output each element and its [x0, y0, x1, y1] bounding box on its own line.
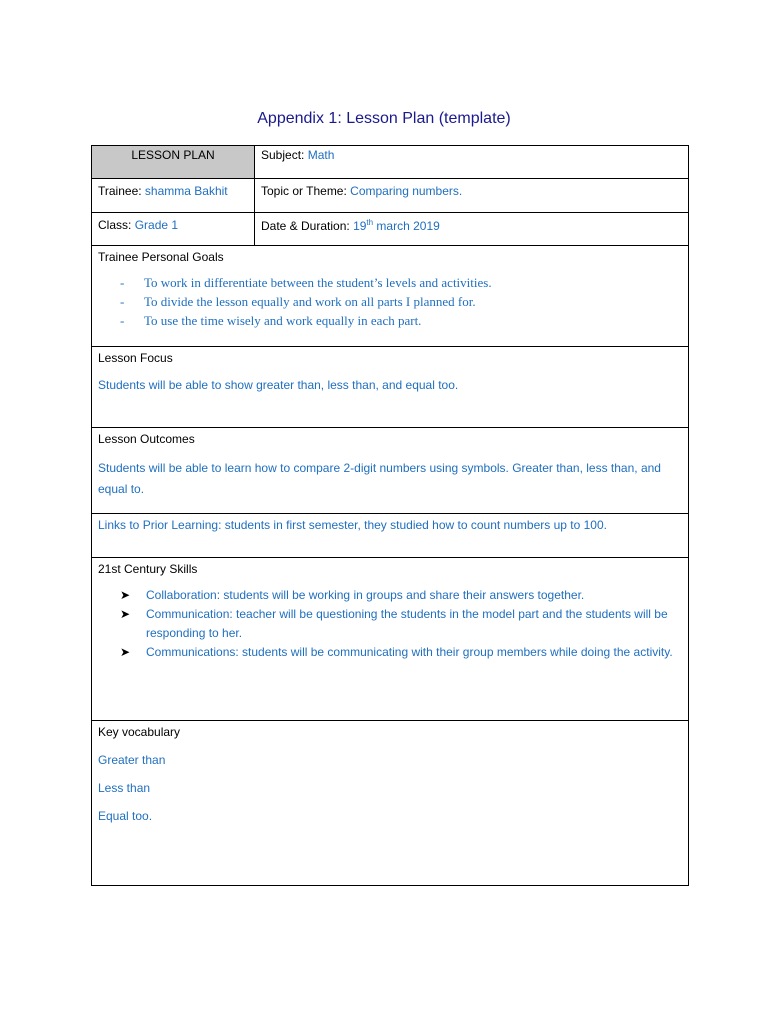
table-row [92, 179, 688, 213]
list-item: - To divide the lesson equally and work on all parts I planned for. [120, 294, 476, 309]
prior-learning-text: Links to Prior Learning: students in first semester, they studied how to count numbers up to 100. [98, 518, 607, 532]
topic-cell [255, 179, 688, 212]
goals-heading: Trainee Personal Goals [98, 250, 224, 264]
subject-label: Subject: [261, 148, 305, 162]
topic-label: Topic or Theme: [261, 184, 347, 198]
list-item: ➤ Communication: teacher will be questioning the students in the model part and the students will be responding to her. [120, 607, 668, 640]
list-item: ➤ Collaboration: students will be working in groups and share their answers together. [120, 586, 682, 605]
focus-section [92, 347, 688, 428]
arrow-bullet-icon: ➤ [120, 645, 131, 659]
lesson-plan-table [91, 145, 689, 886]
skills-list [98, 586, 682, 662]
vocab-heading: Key vocabulary [98, 725, 181, 739]
outcomes-heading: Lesson Outcomes [98, 432, 195, 446]
topic-value: Comparing numbers. [350, 184, 463, 198]
outcomes-text: Students will be able to learn how to compare 2-digit numbers using symbols. Greater than, less than, and equal to. [98, 461, 661, 496]
lesson-plan-label: LESSON PLAN [92, 146, 255, 178]
list-item: - To use the time wisely and work equally in each part. [120, 313, 422, 328]
class-cell [92, 213, 255, 245]
focus-heading: Lesson Focus [98, 351, 173, 365]
outcomes-section [92, 428, 688, 514]
date-label: Date & Duration: [261, 219, 350, 233]
focus-text: Students will be able to show greater than, less than, and equal too. [98, 378, 459, 392]
trainee-label: Trainee: [98, 184, 142, 198]
vocab-item: Greater than [98, 753, 166, 767]
trainee-cell [92, 179, 255, 212]
subject-cell [255, 146, 688, 178]
table-row [92, 213, 688, 246]
arrow-bullet-icon: ➤ [120, 607, 131, 621]
table-row [92, 146, 688, 179]
class-value: Grade 1 [134, 218, 179, 232]
date-cell [255, 213, 688, 245]
goals-list [98, 274, 682, 330]
prior-section [92, 514, 688, 558]
list-item: - To work in differentiate between the student’s levels and activities. [120, 275, 492, 290]
subject-value: Math [307, 148, 335, 162]
vocab-item: Equal too. [98, 809, 153, 823]
goals-section [92, 246, 688, 347]
skills-section [92, 558, 688, 721]
class-label: Class: [98, 218, 132, 232]
list-item: ➤ Communications: students will be communicating with their group members while doing the activity. [120, 643, 682, 662]
skills-heading: 21st Century Skills [98, 562, 198, 576]
date-value: 19th march 2019 [353, 218, 440, 233]
page-title: Appendix 1: Lesson Plan (template) [257, 110, 511, 127]
vocab-section [92, 721, 688, 885]
trainee-value: shamma Bakhit [144, 184, 228, 198]
arrow-bullet-icon: ➤ [120, 588, 131, 602]
vocab-item: Less than [98, 781, 151, 795]
